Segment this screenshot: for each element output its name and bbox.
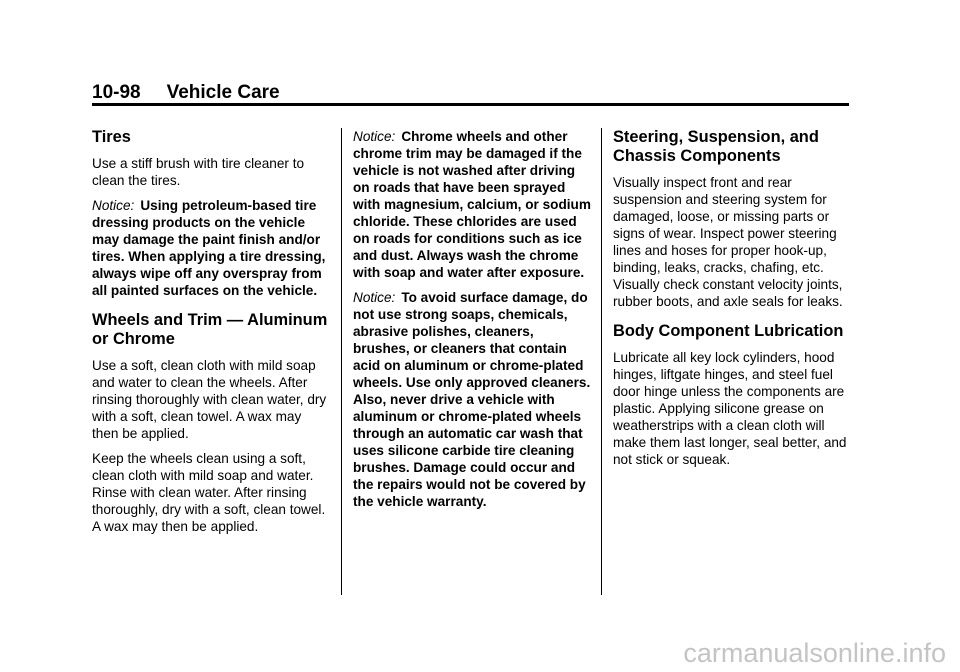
page-number: 10-98 bbox=[92, 82, 141, 103]
header-rule bbox=[92, 103, 849, 106]
watermark: carmanualsonline.info bbox=[683, 638, 946, 668]
section-lubrication bbox=[613, 322, 853, 468]
heading-lubrication: Body Component Lubrication bbox=[613, 322, 844, 340]
section-wheels bbox=[92, 311, 330, 535]
heading-tires: Tires bbox=[92, 128, 131, 146]
column-right bbox=[613, 128, 853, 480]
wheels-paragraph-1: Use a soft, clean cloth with mild soap and water to clean the wheels. After rinsing thoroughly with clean water, dry with a soft, clean towel. A wax may then be applied. bbox=[92, 358, 327, 441]
section-tires bbox=[92, 128, 330, 299]
lubrication-paragraph: Lubricate all key lock cylinders, hood hinges, liftgate hinges, and steel fuel door hinge unless the components are plastic. Applying silicone grease on weatherstrips with a clean cloth will make them last longer, seal better, and not stick or squeak. bbox=[613, 350, 847, 467]
notice-text: Using petroleum-based tire dressing products on the vehicle may damage the paint finish and/or tires. When applying a tire dressing, always wipe off any overspray from all painted surfaces on the vehicle. bbox=[92, 198, 326, 298]
surface-damage-notice bbox=[353, 289, 591, 510]
chrome-notice bbox=[353, 128, 591, 281]
steering-paragraph: Visually inspect front and rear suspension and steering system for damaged, loose, or missing parts or signs of wear. Inspect power steering lines and hoses for proper hook-up, binding, leaks, cracks, chafing, etc. Visually check constant velocity joints, rubber boots, and axle seals for leaks. bbox=[613, 175, 843, 309]
notice-text: To avoid surface damage, do not use strong soaps, chemicals, abrasive polishes, cleaners, brushes, or cleaners that contain acid on aluminum or chrome-plated wheels. Use only approved cleaners. Also, never drive a vehicle with aluminum or chrome-plated wheels through an automatic car wash that uses silicone carbide tire cleaning brushes. Damage could occur and the repairs would not be covered by the vehicle warranty. bbox=[353, 290, 591, 509]
section-title: Vehicle Care bbox=[166, 82, 280, 103]
tires-paragraph: Use a stiff brush with tire cleaner to clean the tires. bbox=[92, 156, 305, 188]
notice-text: Chrome wheels and other chrome trim may be damaged if the vehicle is not washed after driving on roads that have been sprayed with magnesium, calcium, or sodium chloride. These chlorides are used on roads for conditions such as ice and dust. Always wash the chrome with soap and water after exposure. bbox=[353, 129, 591, 280]
page-header bbox=[92, 82, 280, 104]
section-steering bbox=[613, 128, 853, 310]
notice-label: Notice: bbox=[353, 290, 396, 305]
heading-steering: Steering, Suspension, and Chassis Components bbox=[613, 128, 819, 165]
heading-wheels: Wheels and Trim — Aluminum or Chrome bbox=[92, 311, 328, 348]
tires-notice bbox=[92, 197, 330, 299]
notice-label: Notice: bbox=[92, 198, 135, 213]
column-middle bbox=[353, 128, 591, 518]
wheels-paragraph-2: Keep the wheels clean using a soft, clean cloth with mild soap and water. Rinse with clean water. After rinsing thoroughly, dry with a soft, clean towel. A wax may then be applied. bbox=[92, 451, 326, 534]
column-left bbox=[92, 128, 330, 547]
column-divider-right bbox=[601, 128, 602, 595]
notice-label: Notice: bbox=[353, 129, 396, 144]
column-divider-left bbox=[341, 128, 342, 595]
